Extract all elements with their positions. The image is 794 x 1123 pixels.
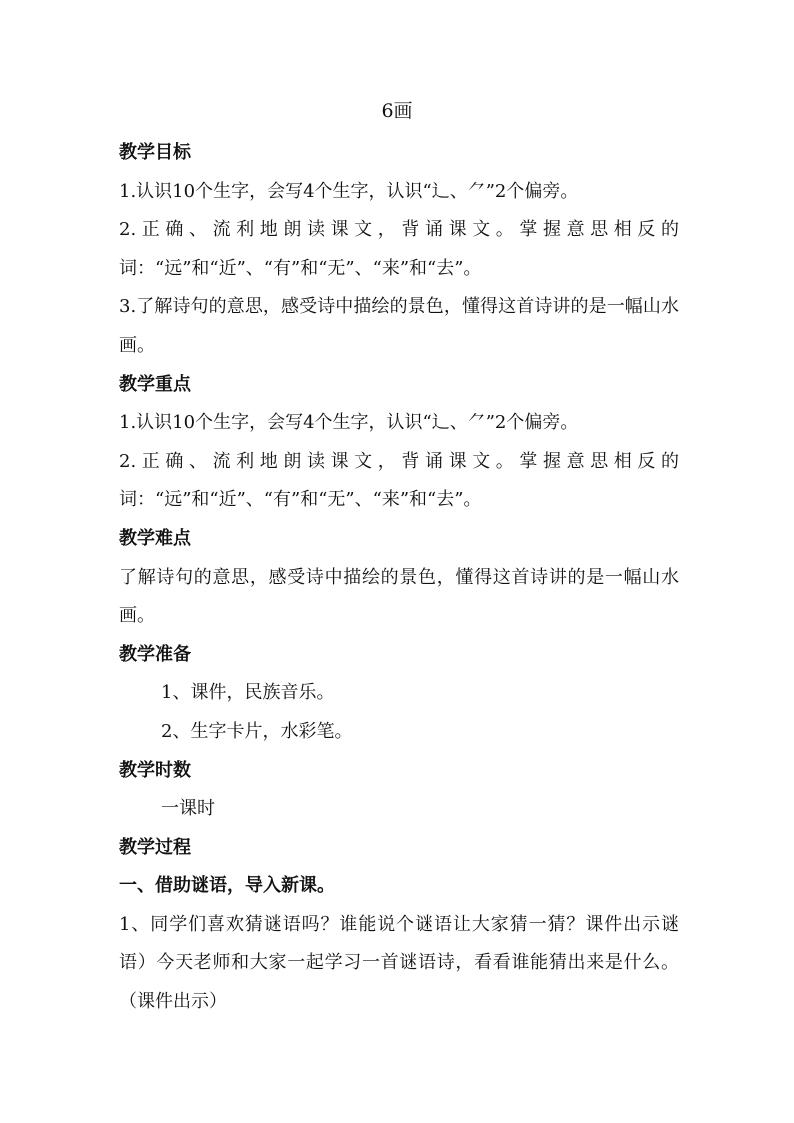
page-title: 6画 [381,100,413,122]
process-step1-heading: 一、借助谜语，导入新课。 [119,875,335,897]
key-point-item-2: 2.正确、流利地朗读课文，背诵课文。掌握意思相反的词：“远”和“近”、“有”和“无”、“来”和“去”。 [119,450,679,511]
goal-item-1: 1.认识10个生字，会写4个生字，认识“辶、⺈”2个偏旁。 [119,180,579,202]
hours-text: 一课时 [161,798,215,820]
section-heading-goals: 教学目标 [119,142,191,163]
goal-item-2: 2.正确、流利地朗读课文，背诵课文。掌握意思相反的词：“远”和“近”、“有”和“无”、“来”和“去”。 [119,219,679,279]
section-heading-process: 教学过程 [119,836,191,858]
difficulties-text: 了解诗句的意思，感受诗中描绘的景色，懂得这首诗讲的是一幅山水画。 [119,566,679,627]
section-heading-hours: 教学时数 [119,759,191,781]
key-point-item-1: 1.认识10个生字，会写4个生字，认识“辶、⺈”2个偏旁。 [119,412,579,434]
preparation-item-1: 1、课件，民族音乐。 [161,682,335,704]
section-heading-preparation: 教学准备 [119,643,191,665]
section-heading-key-points: 教学重点 [119,373,191,395]
section-heading-difficulties: 教学难点 [119,527,191,549]
document-body [119,134,679,1022]
goal-item-3: 3.了解诗句的意思，感受诗中描绘的景色，懂得这首诗讲的是一幅山水画。 [119,296,679,356]
process-step1-text: 1、同学们喜欢猜谜语吗？谁能说个谜语让大家猜一猜？课件出示谜语）今天老师和大家一起学习一首谜语诗，看看谁能猜出来是什么。（课件出示） [119,913,679,1013]
preparation-item-2: 2、生字卡片，水彩笔。 [161,720,353,742]
